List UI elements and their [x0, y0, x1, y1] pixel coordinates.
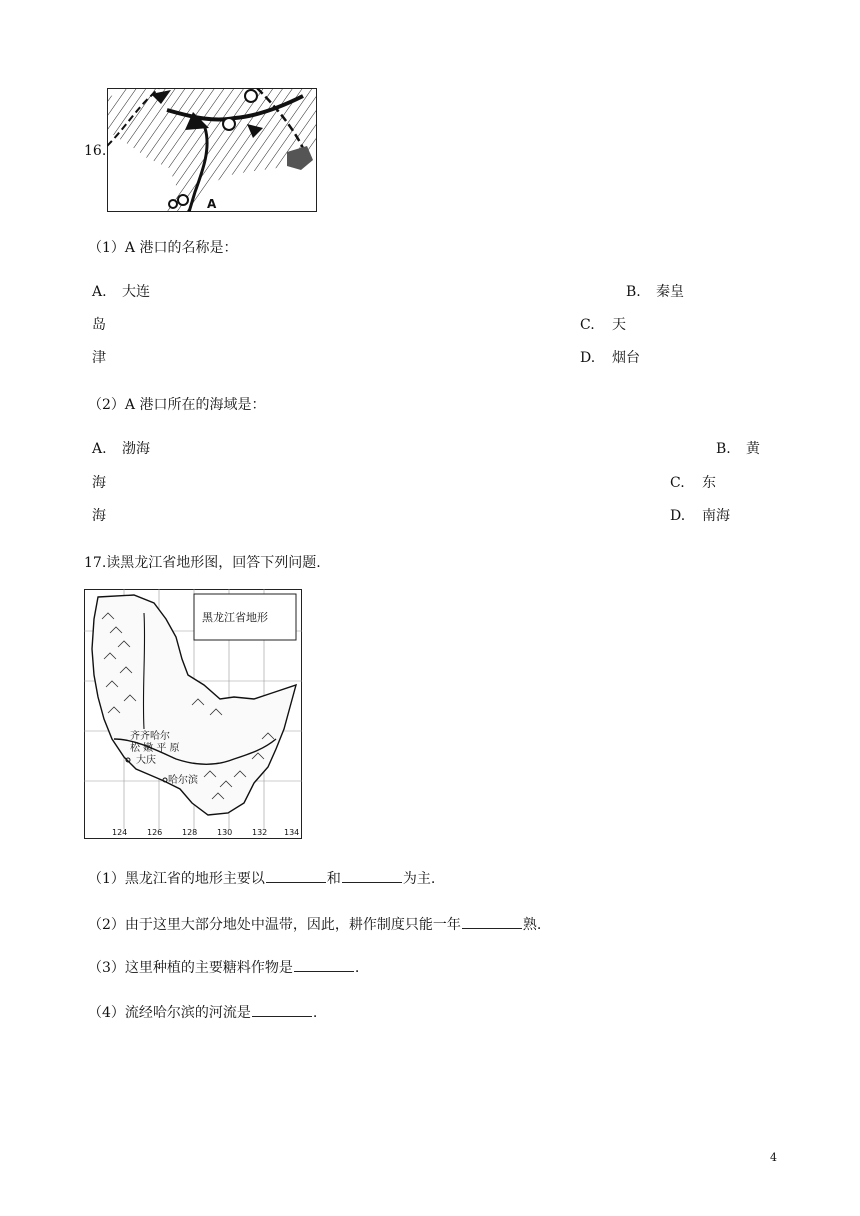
question-17-part-1	[88, 870, 435, 886]
lon-tick: 134	[284, 828, 300, 837]
option-c-text: 东	[702, 475, 716, 491]
option-d-text: 烟台	[612, 350, 640, 366]
option-c-wrap: 海	[92, 508, 106, 524]
question-17-part-2	[88, 916, 541, 932]
answer-blank[interactable]	[294, 959, 354, 972]
part-4-suffix: .	[312, 1005, 318, 1021]
option-c-letter: C.	[670, 475, 685, 491]
lon-tick: 130	[217, 828, 233, 837]
part-3-prefix: （3）这里种植的主要糖料作物是	[88, 960, 293, 976]
lon-tick: 132	[252, 828, 268, 837]
part-2-suffix: 熟.	[522, 917, 542, 933]
option-b-text: 秦皇	[656, 284, 684, 300]
option-b-letter: B.	[716, 441, 731, 457]
option-b-wrap: 岛	[92, 317, 106, 333]
question-17-part-3	[88, 959, 359, 975]
option-b-letter: B.	[626, 284, 641, 300]
part-4-prefix: （4）流经哈尔滨的河流是	[88, 1005, 251, 1021]
lon-tick: 124	[112, 828, 128, 837]
answer-blank[interactable]	[342, 870, 402, 883]
city-harbin: 哈尔滨	[168, 775, 198, 786]
option-d-letter: D.	[670, 508, 686, 524]
answer-blank[interactable]	[266, 870, 326, 883]
part-2-prefix: （2）由于这里大部分地处中温带，因此，耕作制度只能一年	[88, 917, 461, 933]
city-daqing: 大庆	[136, 755, 156, 766]
option-c-wrap: 津	[92, 350, 106, 366]
part-3-suffix: .	[354, 960, 360, 976]
part-1-mid: 和	[326, 871, 341, 887]
option-d-letter: D.	[580, 350, 596, 366]
option-c-letter: C.	[580, 317, 595, 333]
option-a-letter: A.	[92, 441, 107, 457]
map-label-a: A	[207, 197, 217, 211]
option-b-wrap: 海	[92, 475, 106, 491]
option-a-text: 大连	[122, 284, 150, 300]
part-1-suffix: 为主.	[402, 871, 436, 887]
page-number: 4	[770, 1151, 777, 1164]
map-title: 黑龙江省地形	[202, 611, 268, 624]
question-16-part-2-stem: （2）A 港口所在的海域是：	[88, 397, 266, 413]
lon-tick: 128	[182, 828, 198, 837]
answer-blank[interactable]	[462, 916, 522, 929]
songnen-plain-label: 松 嫩 平 原	[130, 743, 180, 754]
option-a-letter: A.	[92, 284, 107, 300]
answer-blank[interactable]	[252, 1004, 312, 1017]
option-a-text: 渤海	[122, 441, 150, 457]
city-qiqihar: 齐齐哈尔	[130, 731, 170, 742]
option-c-text: 天	[612, 317, 626, 333]
lon-tick: 126	[147, 828, 163, 837]
part-1-prefix: （1）黑龙江省的地形主要以	[88, 871, 265, 887]
question-17-part-4	[88, 1004, 317, 1020]
question-16-number: 16.	[84, 143, 107, 159]
port-map-figure	[107, 88, 317, 212]
option-d-text: 南海	[702, 508, 730, 524]
heilongjiang-terrain-map	[84, 589, 302, 839]
option-b-text: 黄	[746, 441, 760, 457]
question-17-stem: 17.读黑龙江省地形图，回答下列问题.	[84, 555, 321, 571]
question-16-part-1-stem: （1）A 港口的名称是：	[88, 240, 238, 256]
